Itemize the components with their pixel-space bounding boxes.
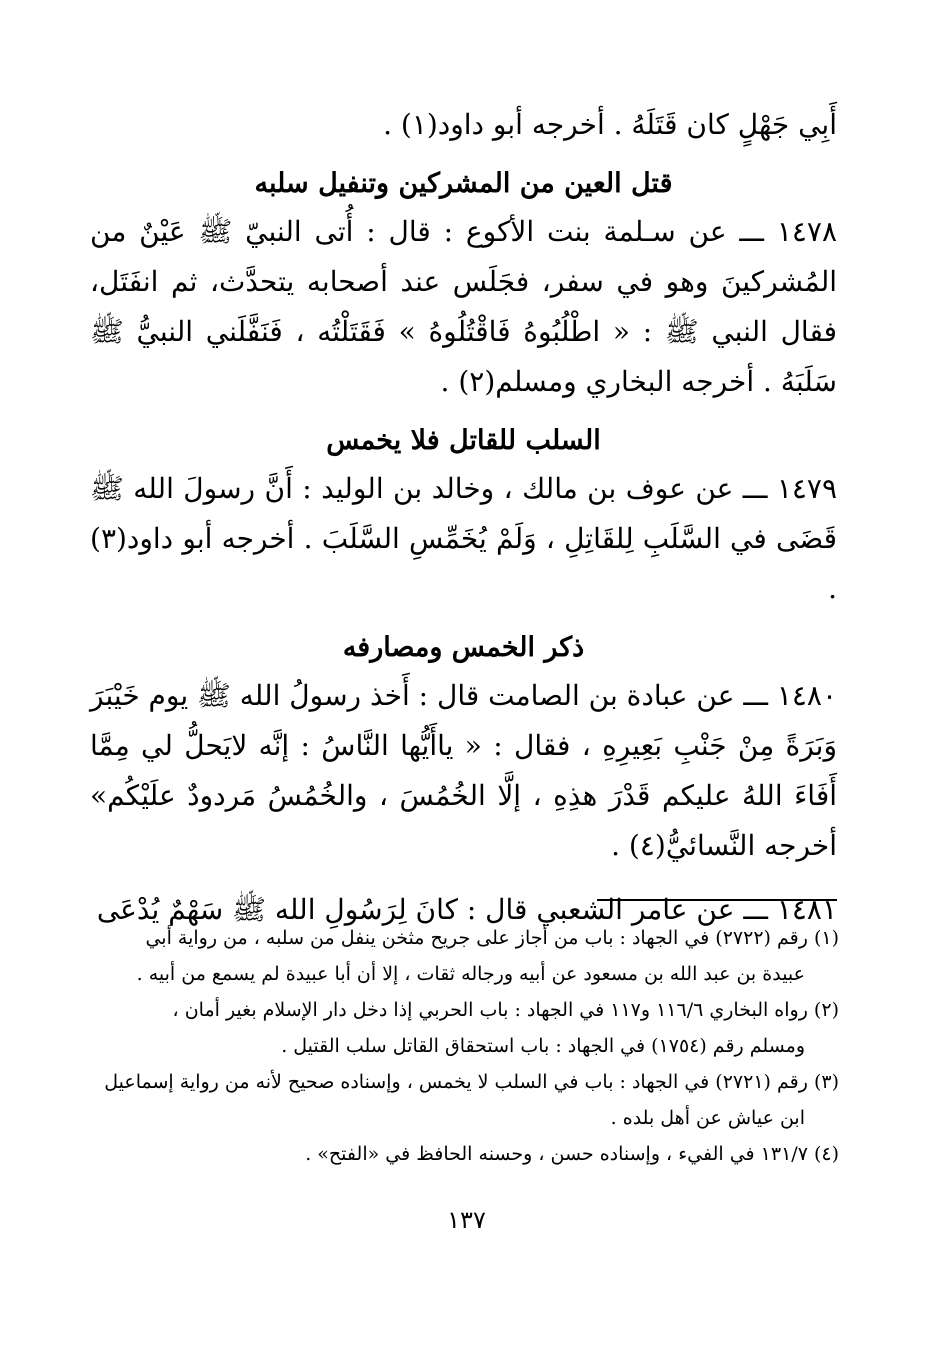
footnote-continuation: عبيدة بن عبد الله بن مسعود عن أبيه ورجاله ثقات ، إلا أن أبا عبيدة لم يسمع من أبيه . [136, 963, 805, 985]
section-heading: قتل العين من المشركين وتنفيل سلبه [254, 168, 673, 199]
hadith-paragraph: ١٤٨٠ ـــ عن عبادة بن الصامت قال : أَخذ رسولُ الله ﷺ يوم خَيْبَرَ وَبَرَةً مِنْ جَنْبِ بَعِيرِهِ ، فقال : « ياأَيُّها النَّاسُ : إنَّه لايَحلُّ لي مِمَّا أَفَاءَ اللهُ عليكم قَدْرَ هذِهِ ، إلَّا الخُمُسَ ، والخُمُسُ مَردودٌ علَيْكُم» أخرجه النَّسائيُّ(٤) . [90, 679, 837, 862]
hadith-paragraph: ١٤٧٨ ـــ عن سـلمة بنت الأكوع : قال : أُتى النبيّ ﷺ عَيْنٌ من المُشركينَ وهو في سفر، فجَلَس عند أصحابه يتحدَّث، ثم انفَتَل، فقال النبي ﷺ : « اطْلُبُوهُ فَاقْتُلُوهُ » فَقَتَلْتُه ، فَنَفَّلَني النبيُّ ﷺ سَلَبَهُ . أخرجه البخاري ومسلم(٢) . [90, 215, 837, 398]
footnote-line: (٤) ١٣١/٧ في الفيء ، وإسناده حسن ، وحسنه الحافظ في «الفتح» . [305, 1143, 839, 1165]
footnote-continuation: ومسلم رقم (١٧٥٤) في الجهاد : باب استحقاق القاتل سلب القتيل . [281, 1035, 805, 1057]
footnote-line: (٢) رواه البخاري ١١٦/٦ و١١٧ في الجهاد : باب الحربي إذا دخل دار الإسلام بغير أمان ، [172, 999, 839, 1021]
hadith-paragraph: ١٤٧٩ ـــ عن عوف بن مالك ، وخالد بن الوليد : أَنَّ رسولَ الله ﷺ قَضَى في السَّلَبِ لِلقَاتِلِ ، وَلَمْ يُخَمِّسِ السَّلَبَ . أخرجه أبو داود(٣) . [90, 472, 837, 605]
intro-line: أَبِي جَهْلٍ كان قَتَلَهُ . أخرجه أبو داود(١) . [383, 108, 837, 141]
footnotes [88, 920, 839, 1172]
section-heading: السلب للقاتل فلا يخمس [326, 425, 601, 456]
main-text [90, 100, 837, 935]
footnote-line: (١) رقم (٢٧٢٢) في الجهاد : باب من أجاز على جريح مثخن ينفل من سلبه ، من رواية أبي [145, 927, 839, 949]
footnote-divider [597, 899, 837, 901]
section-heading: ذكر الخمس ومصارفه [342, 632, 585, 663]
footnote-continuation: ابن عياش عن أهل بلده . [610, 1107, 805, 1129]
footnote-line: (٣) رقم (٢٧٢١) في الجهاد : باب في السلب لا يخمس ، وإسناده صحيح لأنه من رواية إسماعيل [104, 1071, 839, 1093]
page-number: ١٣٧ [447, 1206, 486, 1234]
hadith-paragraph: ١٤٨١ ـــ عن عامر الشعبي قال : كانَ لِرَسُولِ الله ﷺ سَهْمٌ يُدْعَى [96, 893, 837, 926]
